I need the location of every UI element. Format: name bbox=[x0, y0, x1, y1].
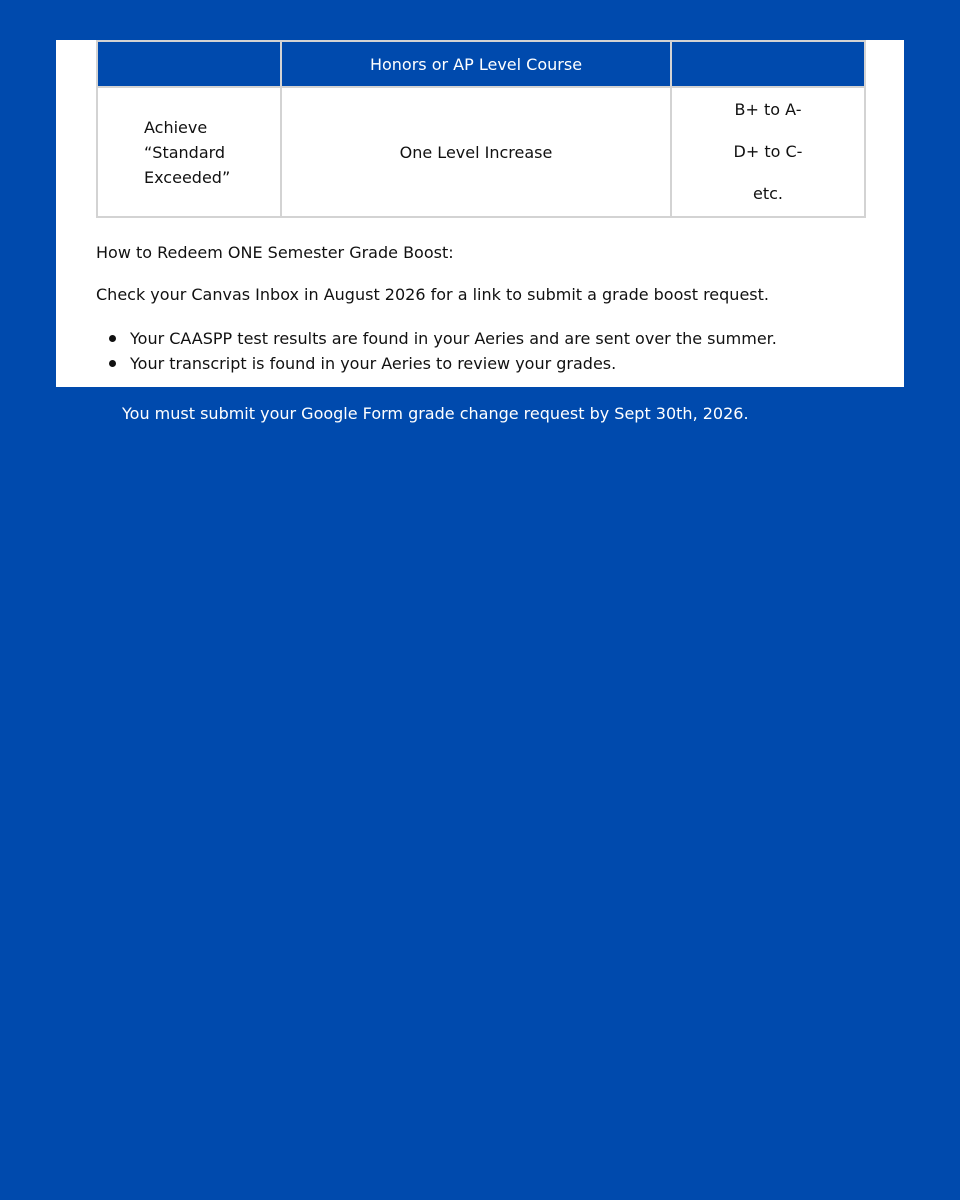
redeem-instruction: Check your Canvas Inbox in August 2026 for a link to submit a grade boost request. bbox=[96, 285, 769, 304]
achievement-line: Exceeded” bbox=[144, 167, 231, 187]
bullet-icon bbox=[109, 335, 116, 342]
deadline-note: You must submit your Google Form grade change request by Sept 30th, 2026. bbox=[122, 404, 749, 423]
table-header-cell bbox=[97, 41, 281, 87]
table-header-cell bbox=[671, 41, 865, 87]
grade-boost-table bbox=[96, 40, 866, 218]
boost-cell: One Level Increase bbox=[281, 87, 671, 217]
list-item bbox=[96, 326, 777, 351]
list-item bbox=[96, 351, 777, 376]
grade-example: D+ to C- bbox=[733, 142, 803, 161]
list-item-text: Your transcript is found in your Aeries to review your grades. bbox=[130, 354, 617, 373]
examples-cell bbox=[671, 87, 865, 217]
redeem-heading: How to Redeem ONE Semester Grade Boost: bbox=[96, 243, 454, 262]
table-row bbox=[97, 87, 865, 217]
achievement-line: “Standard bbox=[144, 142, 226, 162]
content-card bbox=[56, 40, 904, 387]
achievement-line: Achieve bbox=[144, 117, 208, 137]
table-header-cell: Honors or AP Level Course bbox=[281, 41, 671, 87]
table-header-row bbox=[97, 41, 865, 87]
grade-example: B+ to A- bbox=[734, 100, 802, 119]
bullet-icon bbox=[109, 360, 116, 367]
grade-example: etc. bbox=[753, 184, 783, 203]
list-item-text: Your CAASPP test results are found in your Aeries and are sent over the summer. bbox=[130, 329, 777, 348]
achievement-cell bbox=[97, 87, 281, 217]
notes-list bbox=[96, 326, 777, 376]
